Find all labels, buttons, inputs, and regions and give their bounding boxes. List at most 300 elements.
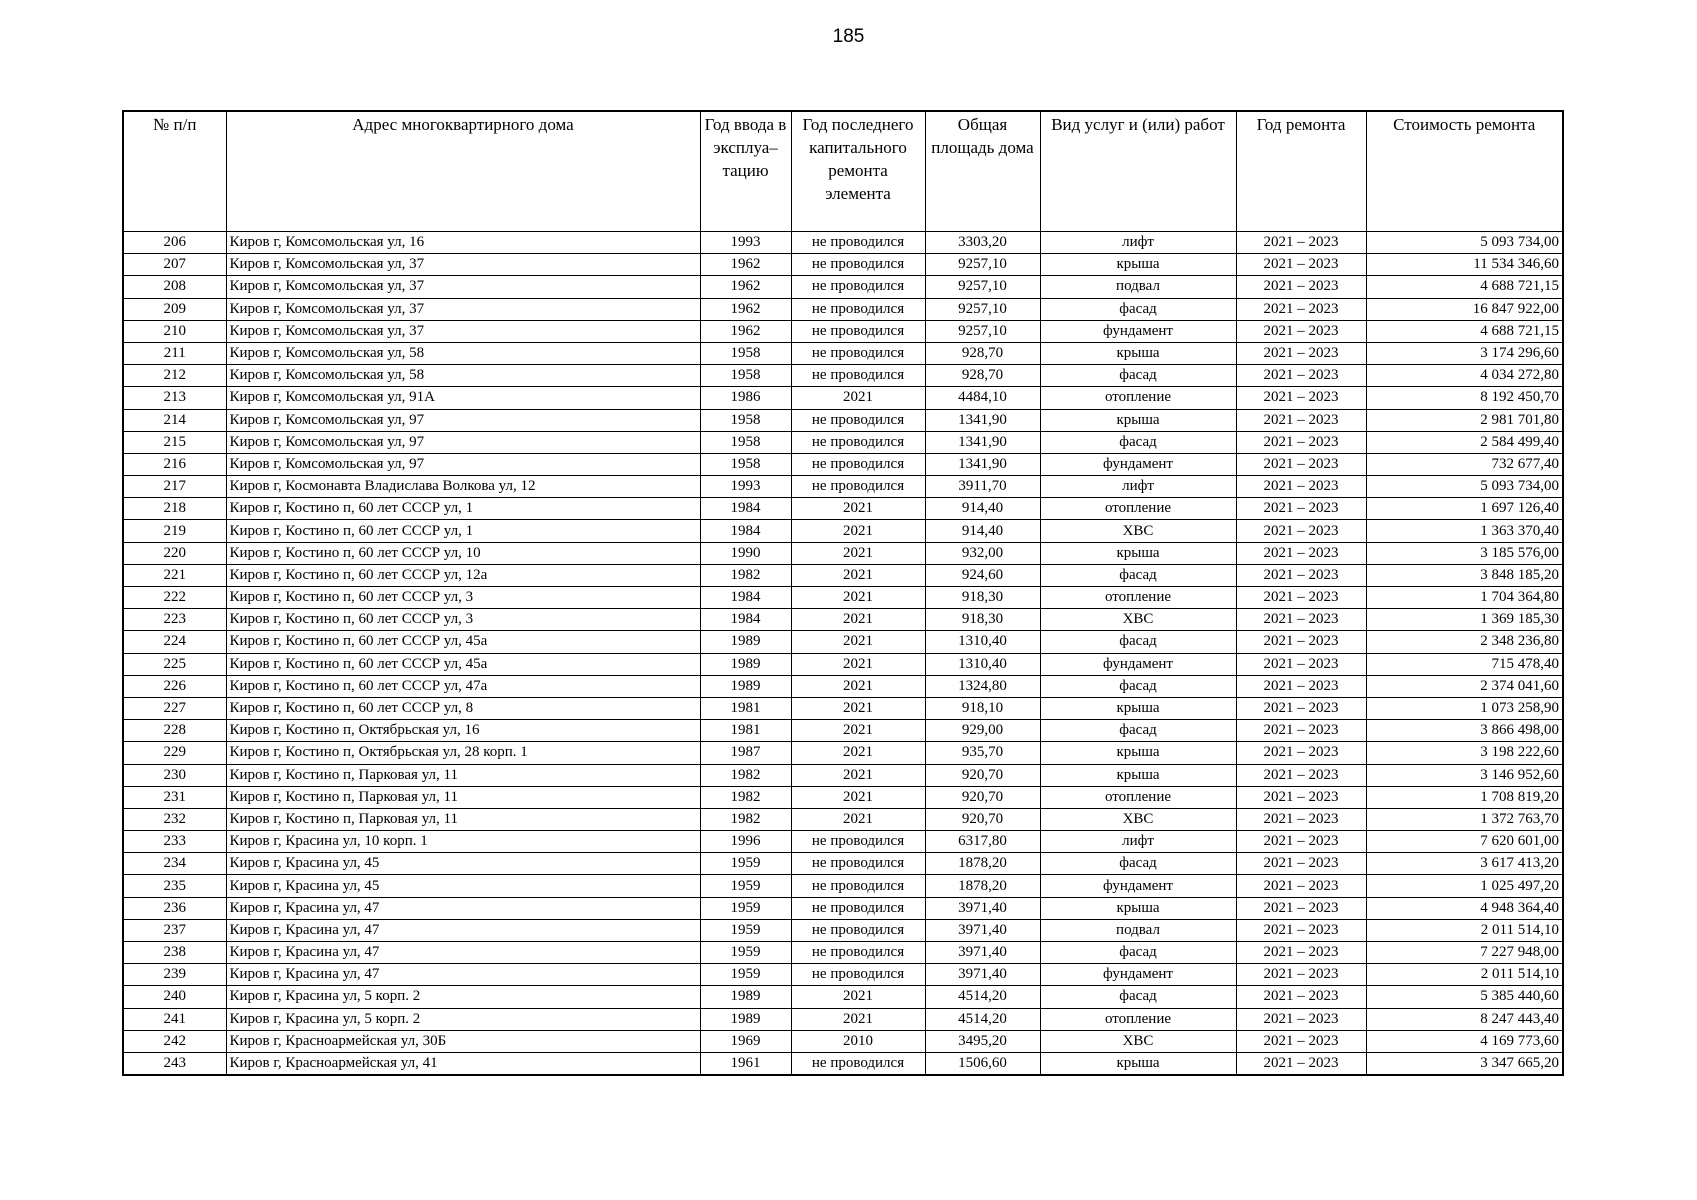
cell-work-type: крыша — [1040, 697, 1236, 719]
cell-work-type: фундамент — [1040, 875, 1236, 897]
cell-num: 222 — [123, 587, 226, 609]
cell-address: Киров г, Красина ул, 47 — [226, 942, 700, 964]
cell-year-built: 1961 — [700, 1052, 791, 1075]
header-num: № п/п — [123, 111, 226, 232]
table-row — [123, 919, 1563, 941]
header-cost: Стоимость ремонта — [1366, 111, 1563, 232]
cell-work-type: крыша — [1040, 542, 1236, 564]
cell-last-repair: не проводился — [791, 298, 925, 320]
cell-year-built: 1993 — [700, 232, 791, 254]
cell-cost: 3 347 665,20 — [1366, 1052, 1563, 1075]
cell-address: Киров г, Костино п, 60 лет СССР ул, 8 — [226, 697, 700, 719]
cell-num: 235 — [123, 875, 226, 897]
cell-cost: 3 617 413,20 — [1366, 853, 1563, 875]
cell-cost: 4 034 272,80 — [1366, 365, 1563, 387]
cell-last-repair: не проводился — [791, 831, 925, 853]
cell-cost: 7 227 948,00 — [1366, 942, 1563, 964]
table-row — [123, 631, 1563, 653]
cell-repair-year: 2021 – 2023 — [1236, 675, 1366, 697]
cell-work-type: ХВС — [1040, 1030, 1236, 1052]
cell-last-repair: 2021 — [791, 764, 925, 786]
cell-repair-year: 2021 – 2023 — [1236, 320, 1366, 342]
cell-area: 918,10 — [925, 697, 1040, 719]
cell-num: 236 — [123, 897, 226, 919]
cell-last-repair: не проводился — [791, 476, 925, 498]
table-row — [123, 476, 1563, 498]
cell-address: Киров г, Костино п, Парковая ул, 11 — [226, 808, 700, 830]
cell-year-built: 1981 — [700, 720, 791, 742]
cell-num: 208 — [123, 276, 226, 298]
cell-repair-year: 2021 – 2023 — [1236, 276, 1366, 298]
table-row — [123, 409, 1563, 431]
cell-area: 4484,10 — [925, 387, 1040, 409]
cell-num: 230 — [123, 764, 226, 786]
cell-address: Киров г, Красина ул, 47 — [226, 919, 700, 941]
cell-area: 920,70 — [925, 808, 1040, 830]
cell-address: Киров г, Комсомольская ул, 58 — [226, 342, 700, 364]
cell-repair-year: 2021 – 2023 — [1236, 942, 1366, 964]
cell-cost: 3 848 185,20 — [1366, 564, 1563, 586]
cell-cost: 3 174 296,60 — [1366, 342, 1563, 364]
cell-address: Киров г, Костино п, 60 лет СССР ул, 47а — [226, 675, 700, 697]
cell-area: 3971,40 — [925, 942, 1040, 964]
cell-num: 231 — [123, 786, 226, 808]
cell-repair-year: 2021 – 2023 — [1236, 831, 1366, 853]
table-row — [123, 1030, 1563, 1052]
cell-work-type: отопление — [1040, 498, 1236, 520]
table-row — [123, 498, 1563, 520]
table-row — [123, 942, 1563, 964]
cell-work-type: ХВС — [1040, 808, 1236, 830]
cell-year-built: 1987 — [700, 742, 791, 764]
cell-last-repair: 2021 — [791, 498, 925, 520]
cell-work-type: фасад — [1040, 298, 1236, 320]
cell-area: 3911,70 — [925, 476, 1040, 498]
cell-address: Киров г, Костино п, 60 лет СССР ул, 45а — [226, 653, 700, 675]
cell-repair-year: 2021 – 2023 — [1236, 587, 1366, 609]
cell-repair-year: 2021 – 2023 — [1236, 720, 1366, 742]
cell-repair-year: 2021 – 2023 — [1236, 298, 1366, 320]
cell-year-built: 1959 — [700, 942, 791, 964]
table-row — [123, 254, 1563, 276]
table-row — [123, 232, 1563, 254]
cell-area: 3303,20 — [925, 232, 1040, 254]
cell-work-type: фундамент — [1040, 964, 1236, 986]
cell-last-repair: 2021 — [791, 653, 925, 675]
table-row — [123, 431, 1563, 453]
cell-area: 918,30 — [925, 609, 1040, 631]
cell-cost: 16 847 922,00 — [1366, 298, 1563, 320]
cell-num: 239 — [123, 964, 226, 986]
cell-num: 214 — [123, 409, 226, 431]
table-row — [123, 897, 1563, 919]
table-row — [123, 831, 1563, 853]
cell-year-built: 1986 — [700, 387, 791, 409]
cell-cost: 8 247 443,40 — [1366, 1008, 1563, 1030]
cell-last-repair: не проводился — [791, 964, 925, 986]
table-row — [123, 986, 1563, 1008]
cell-area: 9257,10 — [925, 298, 1040, 320]
cell-repair-year: 2021 – 2023 — [1236, 897, 1366, 919]
cell-last-repair: не проводился — [791, 875, 925, 897]
cell-cost: 8 192 450,70 — [1366, 387, 1563, 409]
cell-area: 935,70 — [925, 742, 1040, 764]
cell-area: 3971,40 — [925, 897, 1040, 919]
cell-num: 232 — [123, 808, 226, 830]
table-row — [123, 653, 1563, 675]
header-year-built: Год ввода в эксплуа–тацию — [700, 111, 791, 232]
cell-cost: 3 866 498,00 — [1366, 720, 1563, 742]
cell-last-repair: не проводился — [791, 365, 925, 387]
cell-work-type: фундамент — [1040, 453, 1236, 475]
cell-cost: 2 011 514,10 — [1366, 964, 1563, 986]
cell-area: 1878,20 — [925, 875, 1040, 897]
cell-address: Киров г, Красина ул, 47 — [226, 964, 700, 986]
cell-area: 9257,10 — [925, 254, 1040, 276]
cell-address: Киров г, Комсомольская ул, 37 — [226, 320, 700, 342]
header-row — [123, 111, 1563, 232]
cell-last-repair: не проводился — [791, 919, 925, 941]
table-row — [123, 786, 1563, 808]
cell-year-built: 1962 — [700, 298, 791, 320]
cell-address: Киров г, Комсомольская ул, 37 — [226, 276, 700, 298]
cell-cost: 1 704 364,80 — [1366, 587, 1563, 609]
cell-area: 1324,80 — [925, 675, 1040, 697]
repair-register-table — [122, 110, 1564, 1076]
table-row — [123, 276, 1563, 298]
table-row — [123, 298, 1563, 320]
cell-cost: 4 169 773,60 — [1366, 1030, 1563, 1052]
cell-last-repair: не проводился — [791, 1052, 925, 1075]
cell-year-built: 1958 — [700, 431, 791, 453]
cell-cost: 2 348 236,80 — [1366, 631, 1563, 653]
cell-num: 206 — [123, 232, 226, 254]
cell-year-built: 1981 — [700, 697, 791, 719]
cell-cost: 3 146 952,60 — [1366, 764, 1563, 786]
cell-last-repair: не проводился — [791, 409, 925, 431]
header-area: Общая площадь дома — [925, 111, 1040, 232]
cell-last-repair: не проводился — [791, 232, 925, 254]
header-last-repair: Год последнего капитального ремонта элемента — [791, 111, 925, 232]
cell-work-type: отопление — [1040, 786, 1236, 808]
cell-num: 240 — [123, 986, 226, 1008]
cell-year-built: 1962 — [700, 254, 791, 276]
cell-year-built: 1982 — [700, 786, 791, 808]
cell-repair-year: 2021 – 2023 — [1236, 232, 1366, 254]
cell-address: Киров г, Костино п, 60 лет СССР ул, 10 — [226, 542, 700, 564]
cell-work-type: лифт — [1040, 232, 1236, 254]
cell-work-type: фундамент — [1040, 320, 1236, 342]
cell-year-built: 1982 — [700, 764, 791, 786]
cell-num: 227 — [123, 697, 226, 719]
table-row — [123, 1008, 1563, 1030]
header-address: Адрес многоквартирного дома — [226, 111, 700, 232]
cell-work-type: фасад — [1040, 631, 1236, 653]
cell-repair-year: 2021 – 2023 — [1236, 986, 1366, 1008]
cell-cost: 1 025 497,20 — [1366, 875, 1563, 897]
cell-address: Киров г, Комсомольская ул, 16 — [226, 232, 700, 254]
cell-area: 920,70 — [925, 764, 1040, 786]
cell-work-type: фасад — [1040, 431, 1236, 453]
cell-year-built: 1962 — [700, 320, 791, 342]
cell-year-built: 1958 — [700, 342, 791, 364]
cell-cost: 1 372 763,70 — [1366, 808, 1563, 830]
cell-year-built: 1984 — [700, 520, 791, 542]
cell-area: 932,00 — [925, 542, 1040, 564]
table-row — [123, 764, 1563, 786]
cell-last-repair: 2021 — [791, 542, 925, 564]
cell-work-type: крыша — [1040, 742, 1236, 764]
cell-work-type: подвал — [1040, 919, 1236, 941]
cell-repair-year: 2021 – 2023 — [1236, 697, 1366, 719]
cell-work-type: фундамент — [1040, 653, 1236, 675]
table-row — [123, 587, 1563, 609]
cell-address: Киров г, Красина ул, 5 корп. 2 — [226, 986, 700, 1008]
cell-num: 218 — [123, 498, 226, 520]
cell-address: Киров г, Костино п, 60 лет СССР ул, 3 — [226, 587, 700, 609]
cell-num: 220 — [123, 542, 226, 564]
cell-num: 237 — [123, 919, 226, 941]
cell-work-type: ХВС — [1040, 609, 1236, 631]
cell-num: 234 — [123, 853, 226, 875]
cell-year-built: 1984 — [700, 609, 791, 631]
cell-area: 6317,80 — [925, 831, 1040, 853]
cell-cost: 4 688 721,15 — [1366, 276, 1563, 298]
cell-year-built: 1989 — [700, 1008, 791, 1030]
cell-last-repair: 2021 — [791, 808, 925, 830]
cell-work-type: отопление — [1040, 1008, 1236, 1030]
cell-area: 3495,20 — [925, 1030, 1040, 1052]
cell-address: Киров г, Комсомольская ул, 37 — [226, 254, 700, 276]
cell-address: Киров г, Красноармейская ул, 41 — [226, 1052, 700, 1075]
cell-address: Киров г, Комсомольская ул, 97 — [226, 409, 700, 431]
cell-repair-year: 2021 – 2023 — [1236, 919, 1366, 941]
cell-area: 928,70 — [925, 342, 1040, 364]
cell-num: 215 — [123, 431, 226, 453]
cell-cost: 715 478,40 — [1366, 653, 1563, 675]
table-body — [123, 232, 1563, 1076]
cell-area: 1310,40 — [925, 653, 1040, 675]
cell-cost: 1 708 819,20 — [1366, 786, 1563, 808]
cell-repair-year: 2021 – 2023 — [1236, 853, 1366, 875]
cell-cost: 2 374 041,60 — [1366, 675, 1563, 697]
cell-repair-year: 2021 – 2023 — [1236, 365, 1366, 387]
cell-year-built: 1984 — [700, 587, 791, 609]
cell-area: 1506,60 — [925, 1052, 1040, 1075]
cell-cost: 7 620 601,00 — [1366, 831, 1563, 853]
cell-num: 223 — [123, 609, 226, 631]
table-row — [123, 697, 1563, 719]
cell-num: 229 — [123, 742, 226, 764]
cell-last-repair: не проводился — [791, 254, 925, 276]
cell-last-repair: не проводился — [791, 942, 925, 964]
cell-address: Киров г, Красина ул, 45 — [226, 853, 700, 875]
table-row — [123, 387, 1563, 409]
cell-last-repair: 2021 — [791, 587, 925, 609]
cell-year-built: 1989 — [700, 631, 791, 653]
cell-num: 212 — [123, 365, 226, 387]
cell-year-built: 1982 — [700, 564, 791, 586]
cell-cost: 1 697 126,40 — [1366, 498, 1563, 520]
cell-year-built: 1959 — [700, 919, 791, 941]
cell-repair-year: 2021 – 2023 — [1236, 653, 1366, 675]
cell-area: 9257,10 — [925, 276, 1040, 298]
cell-work-type: фасад — [1040, 564, 1236, 586]
cell-address: Киров г, Красина ул, 10 корп. 1 — [226, 831, 700, 853]
cell-area: 1310,40 — [925, 631, 1040, 653]
cell-cost: 2 981 701,80 — [1366, 409, 1563, 431]
cell-cost: 5 093 734,00 — [1366, 232, 1563, 254]
cell-work-type: крыша — [1040, 897, 1236, 919]
cell-repair-year: 2021 – 2023 — [1236, 431, 1366, 453]
cell-last-repair: 2021 — [791, 697, 925, 719]
table-row — [123, 808, 1563, 830]
cell-last-repair: не проводился — [791, 453, 925, 475]
cell-num: 238 — [123, 942, 226, 964]
cell-num: 241 — [123, 1008, 226, 1030]
cell-cost: 1 073 258,90 — [1366, 697, 1563, 719]
cell-cost: 732 677,40 — [1366, 453, 1563, 475]
cell-work-type: фасад — [1040, 720, 1236, 742]
cell-address: Киров г, Красина ул, 47 — [226, 897, 700, 919]
cell-repair-year: 2021 – 2023 — [1236, 498, 1366, 520]
cell-work-type: подвал — [1040, 276, 1236, 298]
table-row — [123, 342, 1563, 364]
cell-year-built: 1989 — [700, 653, 791, 675]
cell-num: 217 — [123, 476, 226, 498]
cell-last-repair: не проводился — [791, 853, 925, 875]
cell-cost: 2 584 499,40 — [1366, 431, 1563, 453]
cell-address: Киров г, Космонавта Владислава Волкова ул, 12 — [226, 476, 700, 498]
cell-area: 914,40 — [925, 520, 1040, 542]
cell-year-built: 1959 — [700, 853, 791, 875]
cell-year-built: 1959 — [700, 875, 791, 897]
table-row — [123, 365, 1563, 387]
cell-num: 225 — [123, 653, 226, 675]
cell-year-built: 1958 — [700, 409, 791, 431]
cell-last-repair: 2021 — [791, 631, 925, 653]
table-row — [123, 609, 1563, 631]
cell-num: 216 — [123, 453, 226, 475]
table-row — [123, 453, 1563, 475]
cell-work-type: лифт — [1040, 831, 1236, 853]
cell-address: Киров г, Красина ул, 5 корп. 2 — [226, 1008, 700, 1030]
cell-year-built: 1990 — [700, 542, 791, 564]
cell-address: Киров г, Комсомольская ул, 37 — [226, 298, 700, 320]
cell-last-repair: не проводился — [791, 342, 925, 364]
cell-address: Киров г, Костино п, 60 лет СССР ул, 1 — [226, 498, 700, 520]
cell-num: 213 — [123, 387, 226, 409]
cell-last-repair: 2021 — [791, 1008, 925, 1030]
cell-address: Киров г, Комсомольская ул, 97 — [226, 431, 700, 453]
cell-year-built: 1993 — [700, 476, 791, 498]
cell-last-repair: 2021 — [791, 786, 925, 808]
table-row — [123, 542, 1563, 564]
cell-year-built: 1969 — [700, 1030, 791, 1052]
cell-num: 209 — [123, 298, 226, 320]
cell-last-repair: 2021 — [791, 609, 925, 631]
cell-cost: 4 948 364,40 — [1366, 897, 1563, 919]
cell-address: Киров г, Костино п, Октябрьская ул, 16 — [226, 720, 700, 742]
cell-num: 221 — [123, 564, 226, 586]
cell-repair-year: 2021 – 2023 — [1236, 609, 1366, 631]
cell-address: Киров г, Красноармейская ул, 30Б — [226, 1030, 700, 1052]
cell-repair-year: 2021 – 2023 — [1236, 254, 1366, 276]
cell-cost: 5 093 734,00 — [1366, 476, 1563, 498]
cell-area: 9257,10 — [925, 320, 1040, 342]
cell-area: 1341,90 — [925, 453, 1040, 475]
cell-repair-year: 2021 – 2023 — [1236, 564, 1366, 586]
cell-work-type: ХВС — [1040, 520, 1236, 542]
cell-repair-year: 2021 – 2023 — [1236, 542, 1366, 564]
cell-repair-year: 2021 – 2023 — [1236, 1008, 1366, 1030]
cell-address: Киров г, Костино п, Парковая ул, 11 — [226, 764, 700, 786]
cell-work-type: фасад — [1040, 365, 1236, 387]
cell-address: Киров г, Костино п, 60 лет СССР ул, 45а — [226, 631, 700, 653]
cell-last-repair: не проводился — [791, 276, 925, 298]
cell-address: Киров г, Костино п, Октябрьская ул, 28 корп. 1 — [226, 742, 700, 764]
cell-num: 219 — [123, 520, 226, 542]
cell-repair-year: 2021 – 2023 — [1236, 387, 1366, 409]
table-row — [123, 520, 1563, 542]
cell-num: 233 — [123, 831, 226, 853]
cell-work-type: отопление — [1040, 387, 1236, 409]
cell-year-built: 1984 — [700, 498, 791, 520]
cell-num: 228 — [123, 720, 226, 742]
table-row — [123, 853, 1563, 875]
cell-cost: 4 688 721,15 — [1366, 320, 1563, 342]
cell-address: Киров г, Костино п, Парковая ул, 11 — [226, 786, 700, 808]
cell-repair-year: 2021 – 2023 — [1236, 631, 1366, 653]
cell-cost: 2 011 514,10 — [1366, 919, 1563, 941]
cell-repair-year: 2021 – 2023 — [1236, 808, 1366, 830]
header-work-type: Вид услуг и (или) работ — [1040, 111, 1236, 232]
cell-area: 4514,20 — [925, 986, 1040, 1008]
table-row — [123, 720, 1563, 742]
table-row — [123, 1052, 1563, 1075]
cell-last-repair: 2021 — [791, 675, 925, 697]
cell-repair-year: 2021 – 2023 — [1236, 786, 1366, 808]
cell-repair-year: 2021 – 2023 — [1236, 875, 1366, 897]
cell-repair-year: 2021 – 2023 — [1236, 964, 1366, 986]
cell-address: Киров г, Комсомольская ул, 91А — [226, 387, 700, 409]
cell-area: 929,00 — [925, 720, 1040, 742]
cell-work-type: фасад — [1040, 986, 1236, 1008]
table-row — [123, 742, 1563, 764]
cell-area: 920,70 — [925, 786, 1040, 808]
table-row — [123, 675, 1563, 697]
cell-year-built: 1982 — [700, 808, 791, 830]
cell-area: 914,40 — [925, 498, 1040, 520]
cell-repair-year: 2021 – 2023 — [1236, 409, 1366, 431]
cell-year-built: 1958 — [700, 365, 791, 387]
table-row — [123, 564, 1563, 586]
cell-cost: 3 185 576,00 — [1366, 542, 1563, 564]
cell-address: Киров г, Костино п, 60 лет СССР ул, 12а — [226, 564, 700, 586]
cell-work-type: крыша — [1040, 254, 1236, 276]
cell-year-built: 1959 — [700, 897, 791, 919]
cell-area: 1341,90 — [925, 409, 1040, 431]
cell-num: 224 — [123, 631, 226, 653]
cell-repair-year: 2021 – 2023 — [1236, 453, 1366, 475]
cell-cost: 3 198 222,60 — [1366, 742, 1563, 764]
table-row — [123, 320, 1563, 342]
cell-last-repair: 2010 — [791, 1030, 925, 1052]
cell-num: 243 — [123, 1052, 226, 1075]
cell-area: 3971,40 — [925, 964, 1040, 986]
cell-year-built: 1959 — [700, 964, 791, 986]
cell-cost: 1 369 185,30 — [1366, 609, 1563, 631]
